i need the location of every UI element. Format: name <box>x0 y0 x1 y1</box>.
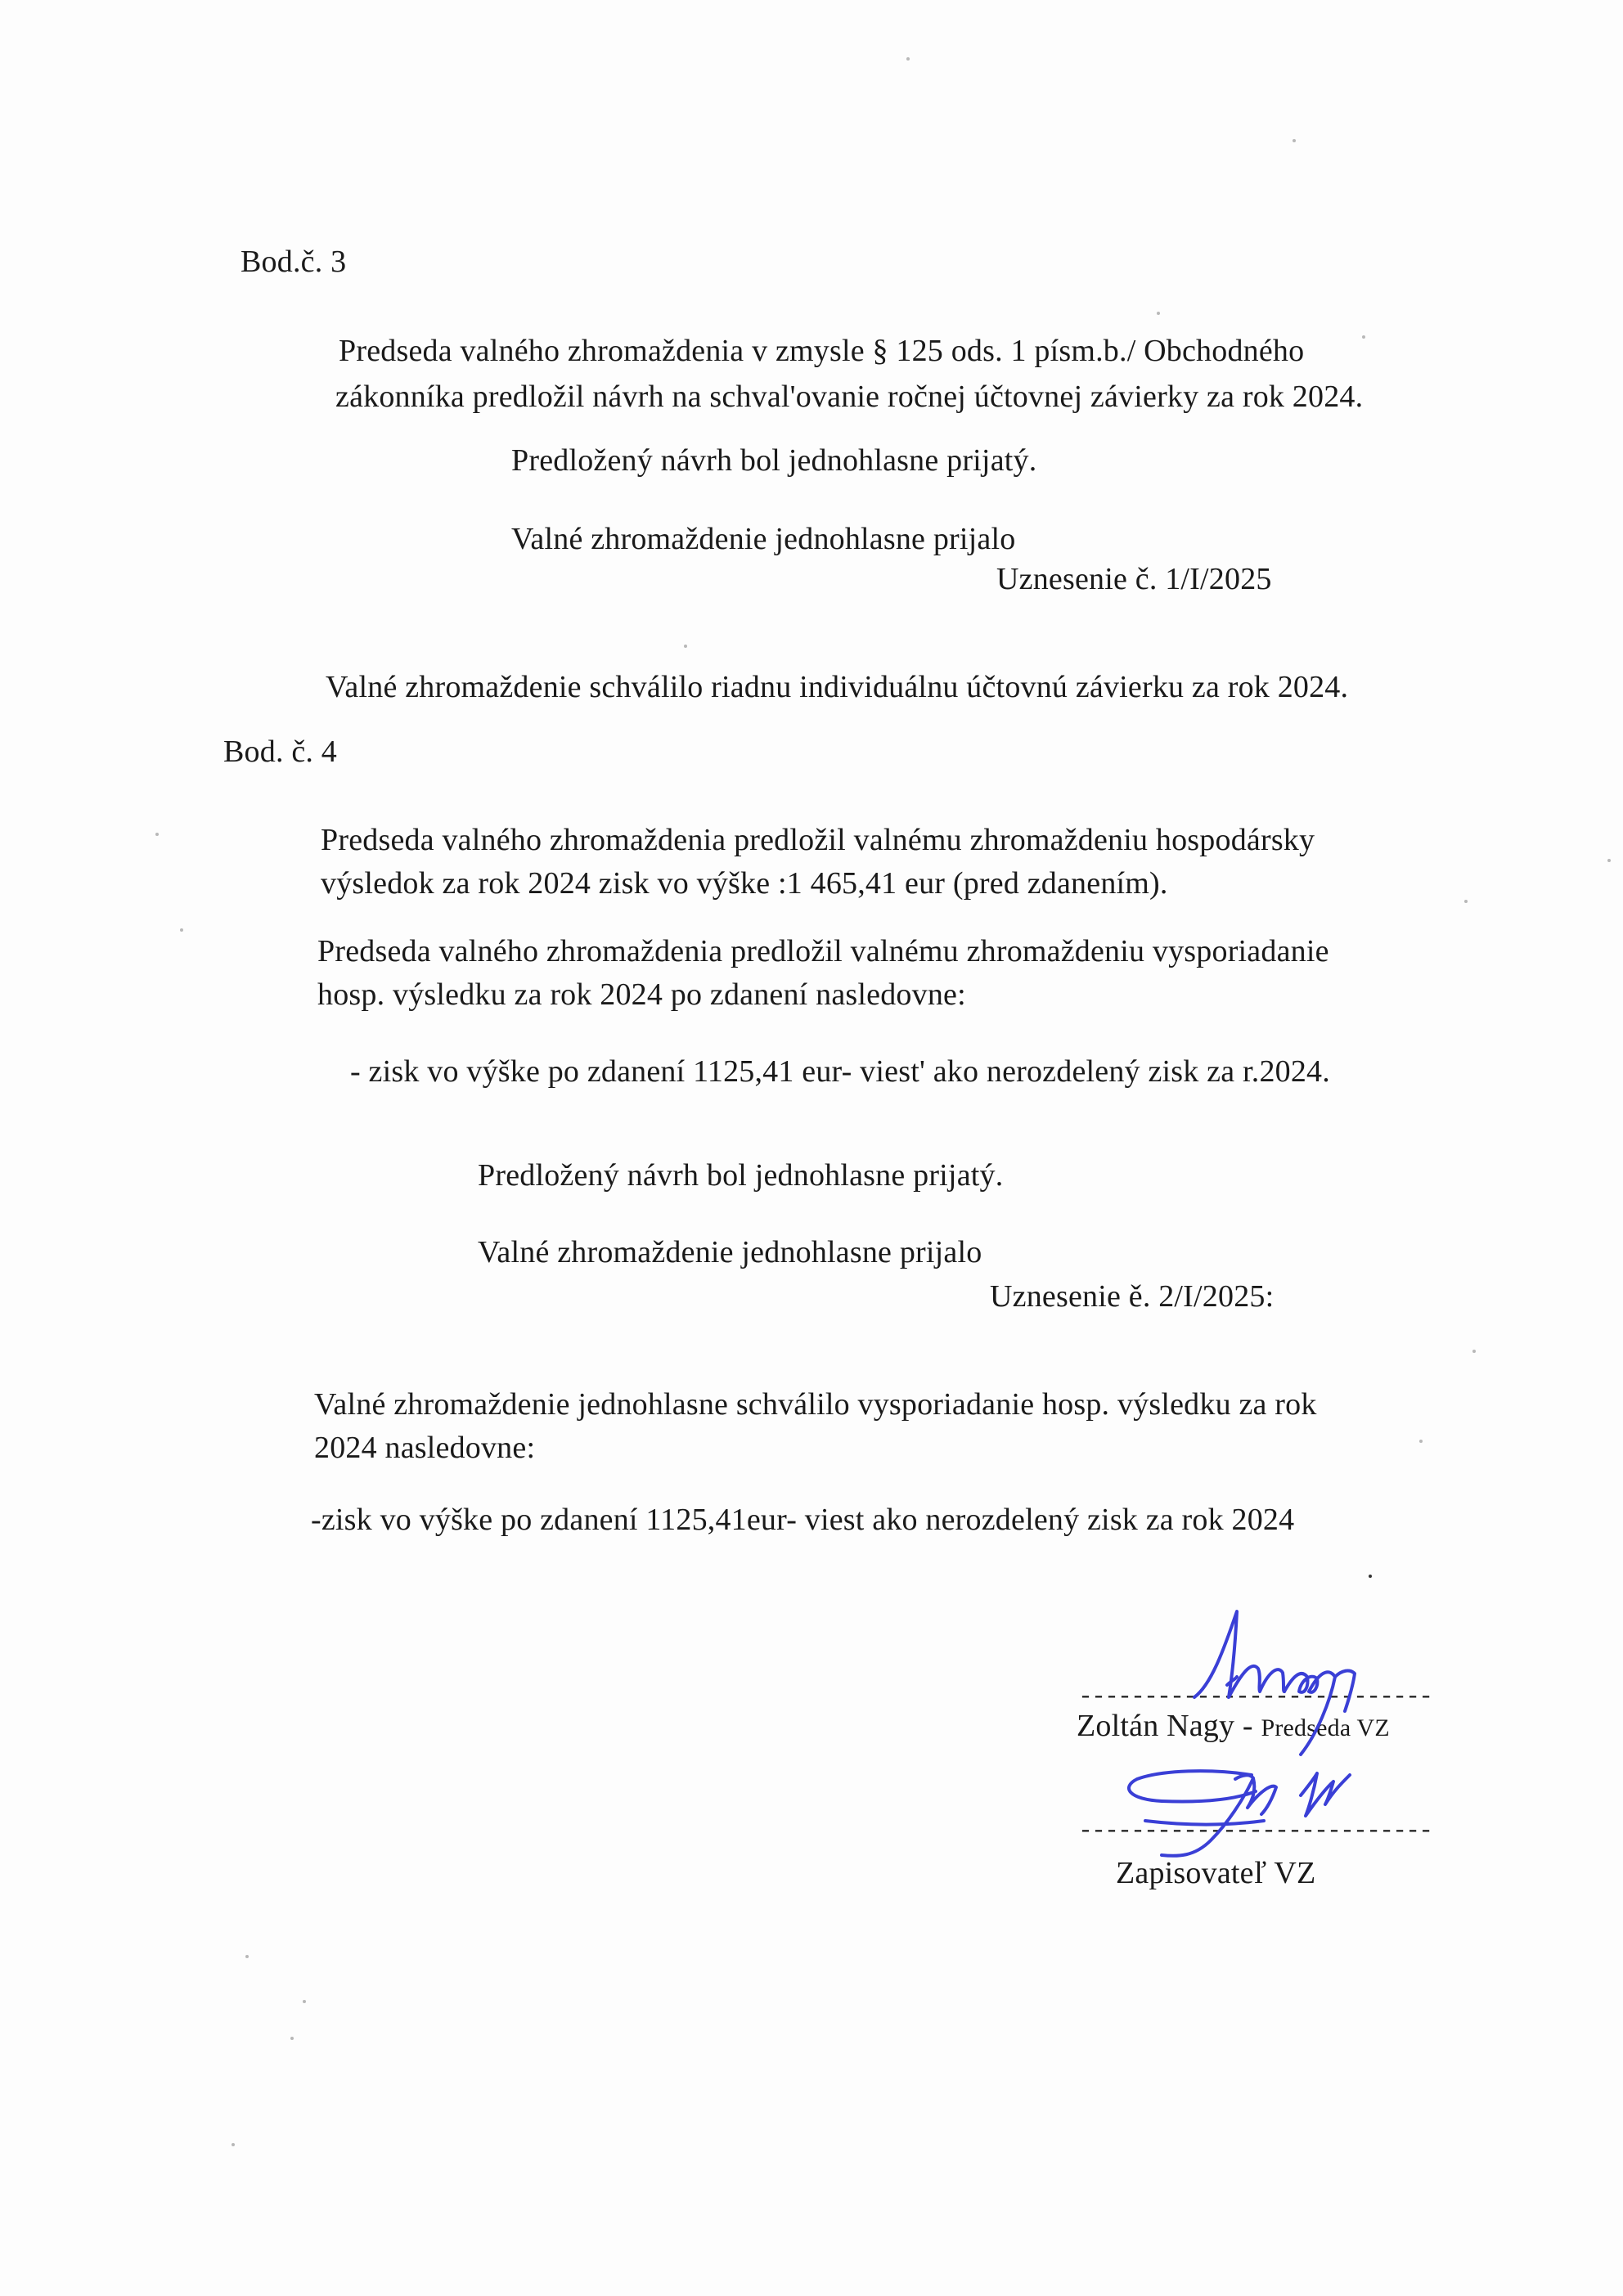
section-4-paragraph-2-line-2: hosp. výsledku za rok 2024 po zdanení nasledovne: <box>317 977 966 1012</box>
recorder-role: Zapisovateľ VZ <box>1116 1856 1316 1890</box>
section-3-approved: Valné zhromaždenie schválilo riadnu individuálnu účtovnú závierku za rok 2024. <box>326 670 1349 704</box>
scan-speck <box>232 2143 235 2146</box>
section-3-paragraph-line-1: Predseda valného zhromaždenia v zmysle § 125 ods. 1 písm.b./ Obchodného <box>339 334 1305 368</box>
scan-speck <box>1472 1350 1476 1353</box>
section-4-approved-line-2: 2024 nasledovne: <box>314 1431 536 1465</box>
section-4-adopted: Valné zhromaždenie jednohlasne prijalo <box>478 1235 982 1269</box>
chair-signature-icon <box>1178 1595 1407 1759</box>
section-4-heading: Bod. č. 4 <box>223 735 338 769</box>
section-3-adopted: Valné zhromaždenie jednohlasne prijalo <box>511 522 1016 556</box>
section-3-paragraph-line-2: zákonníka predložil návrh na schval'ovanie ročnej účtovnej závierky za rok 2024. <box>335 380 1364 414</box>
section-4-resolution: Uznesenie ě. 2/I/2025: <box>990 1279 1275 1314</box>
section-4-paragraph-1-line-2: výsledok za rok 2024 zisk vo výške :1 465,41 eur (pred zdanením). <box>321 866 1168 901</box>
scan-speck <box>1362 335 1365 339</box>
chair-role: Predseda VZ <box>1261 1714 1390 1741</box>
section-4-item: - zisk vo výške po zdanení 1125,41 eur- viest' ako nerozdelený zisk za r.2024. <box>350 1054 1330 1089</box>
scan-speck <box>1157 312 1160 315</box>
scan-speck <box>245 1955 249 1958</box>
scan-speck <box>906 57 910 61</box>
chair-signature-line: --------------------------- <box>1078 1683 1432 1711</box>
recorder-signature-line: --------------------------- <box>1078 1817 1432 1845</box>
scan-speck <box>180 928 183 932</box>
section-4-paragraph-2-line-1: Predseda valného zhromaždenia predložil valnému zhromaždeniu vysporiadanie <box>317 934 1329 968</box>
scan-speck <box>290 2037 294 2040</box>
section-3-heading: Bod.č. 3 <box>241 245 347 279</box>
scan-speck <box>303 2000 306 2003</box>
section-4-approved-line-1: Valné zhromaždenie jednohlasne schválilo vysporiadanie hosp. výsledku za rok <box>314 1387 1317 1422</box>
scan-speck <box>1464 900 1468 903</box>
section-3-proposal: Predložený návrh bol jednohlasne prijatý. <box>511 443 1037 478</box>
chair-name-text: Zoltán Nagy - <box>1077 1709 1261 1743</box>
section-4-proposal: Predložený návrh bol jednohlasne prijatý. <box>478 1158 1004 1193</box>
scan-speck <box>1419 1440 1423 1443</box>
scan-speck <box>1293 139 1296 142</box>
section-4-paragraph-1-line-1: Predseda valného zhromaždenia predložil valnému zhromaždeniu hospodársky <box>321 823 1315 857</box>
section-3-resolution: Uznesenie č. 1/I/2025 <box>996 562 1272 596</box>
scan-speck <box>155 833 159 836</box>
section-4-approved-item: -zisk vo výške po zdanení 1125,41eur- viest ako nerozdelený zisk za rok 2024 <box>311 1503 1295 1537</box>
recorder-signature-icon <box>1113 1750 1391 1898</box>
scan-speck <box>684 645 687 648</box>
scan-speck <box>1607 859 1611 862</box>
scan-speck <box>1369 1575 1372 1578</box>
